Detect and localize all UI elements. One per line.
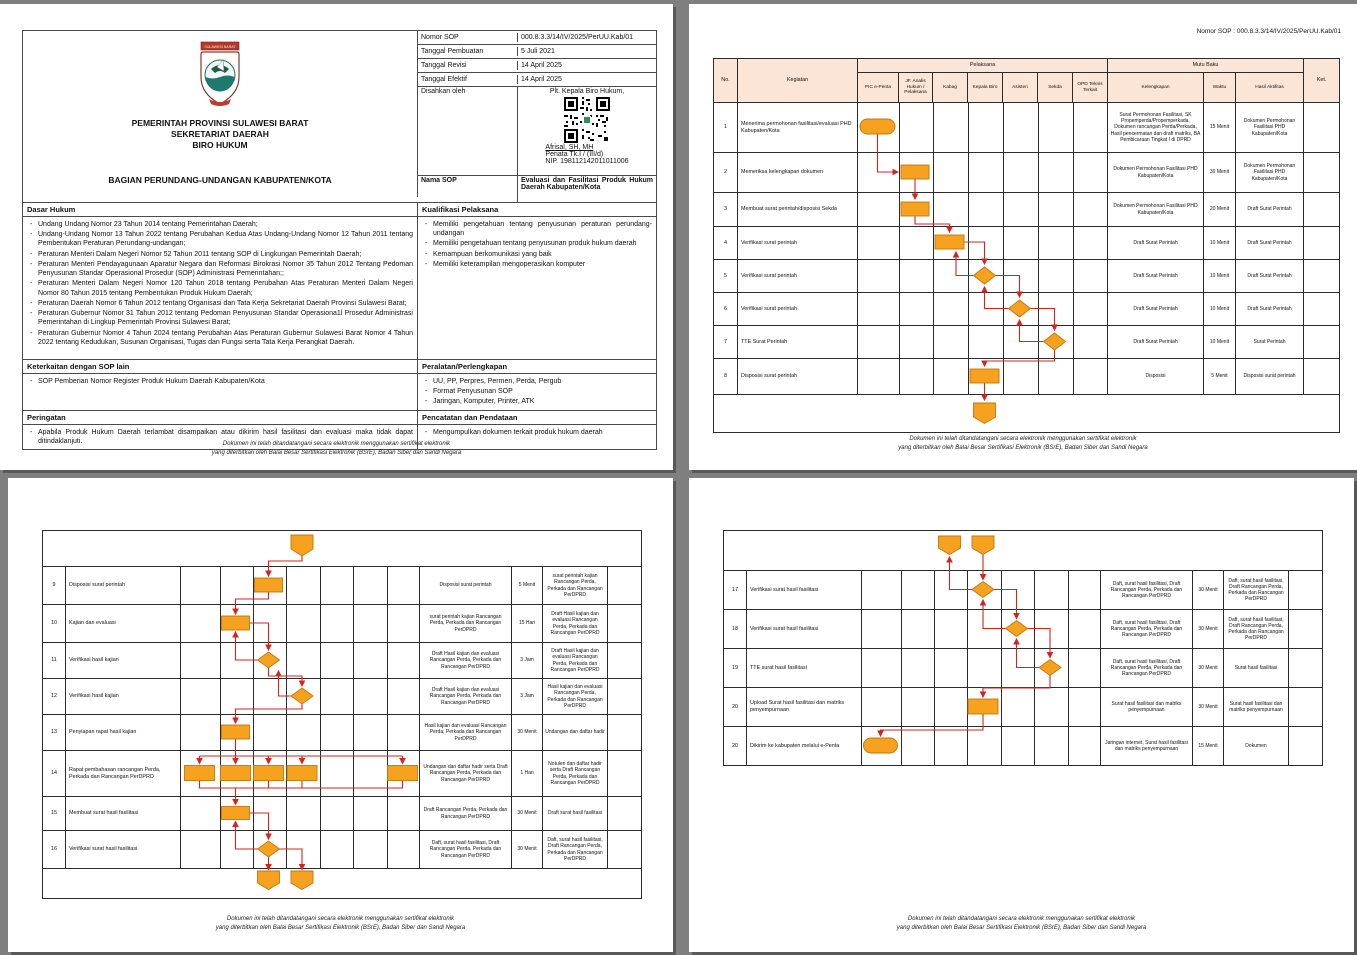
col-kegiatan: Kegiatan [738,59,858,103]
lane-cells [862,571,1101,610]
header-row [714,59,1340,73]
col-executor: Sekda [1038,73,1073,103]
peralatan-title: Peralatan/Perlengkapan [422,362,508,371]
footer-line-2: yang diterbitkan oleh Balai Besar Sertifikasi Elektronik (BSrE), Badan Siber dan Sandi Negara [896,925,1147,932]
esign-footer [0,440,673,459]
sulbar-logo-icon [191,41,249,113]
list-item: - Memiliki keterampilan mengoperasikan komputer [422,260,652,269]
col-kelengkapan: Kelengkapan [1108,73,1204,103]
table-row: 20 Upload Surat hasil fasilitasi dan matriks penyempurnaan Surat hasil fasilitasi dan matriks penyempurnaan 30 Menit Surat hasil fasilitasi dan matriks penyempurnaan [724,688,1323,727]
lane-cells [181,715,420,751]
meta-value: 14 April 2025 [521,76,562,83]
list-item: - Peraturan Gubernur Nomor 31 Tahun 2012 tentang Pedoman Penyusunan Standar Operasiona1l Prosedur Administrasi Pemerintahan di Lingkup Pemerintah Provinsi Sulawesi Barat; [27,309,413,327]
section-title: BAGIAN PERUNDANG-UNDANGAN KABUPATEN/KOTA [108,175,332,186]
list-item: - Format Penyusunan SOP [422,387,652,396]
lane-cells [858,103,1108,153]
table-row: 1 Menerima permohonan fasilitasi/evaluasi PHD Kabupaten/Kota Surat Permohonan Fasilitasi, SK Propemperda/Propemperkada, Dokumen rancangan Perda/Perkada, Hasil pencermatan dan draft matriks, BA Pembicaraan Tingkat I di DPRD 15 Menit Dokumen Permohonan Fasilitasi PHD Kabupaten/Kota [714,103,1340,153]
kualifikasi-title: Kualifikasi Pelaksana [422,205,499,214]
flow-table-rows-1-8 [713,58,1340,433]
connector-row [43,869,642,899]
list-item: - Mengumpulkan dokumen terkait produk hukum daerah [422,428,652,437]
table-row: 19 TTE surat hasil fasilitasi Daft, surat hasil fasilitasi, Draft Rancangan Perda, Perkada dan Rancangan PerDPRD 30 Menit Surat hasil fasilitasi [724,649,1323,688]
footer-line-2: yang diterbitkan oleh Balai Besar Sertifikasi Elektronik (BSrE), Badan Siber dan Sandi Negara [898,445,1148,452]
lane-cells [862,688,1101,727]
table-row: 7 TTE Surat Perintah Draft Surat Perintah 10 Menit Surat Perintah [714,326,1340,359]
col-hasil: Hasil Aktifitas [1236,73,1304,103]
footer-line-1: Dokumen ini telah ditandatangani secara elektronik menggunakan sertifikat elektronik [909,435,1137,442]
table-row: 18 Verifikasi surat hasil fasilitasi Daft, surat hasil fasilitasi, Draft Rancangan Perda, Perkada dan Rancangan PerDPRD 30 Menit Daft, surat hasil fasilitasi, Draft Rancangan Perda, Perkada dan Rancangan PerDPRD [724,610,1323,649]
table-row: 15 Membuat surat hasil fasilitasi Draft Rancangan Perda, Perkada dan Rancangan PerDPRD 30 Menit Draft surat hasil fasilitasi [43,797,642,831]
lane-cells [181,643,420,679]
table-row: 3 Membuat surat perintah/disposisi Sekda Dokumen Permohonan Fasilitasi PHD Kabupaten/Kota 20 Menit Draft Surat Perintah [714,193,1340,227]
col-executor: OPD Teknis Terkait [1073,73,1108,103]
list-item: - Apabila Produk Hukum Daerah terlambat disampaikan atau dikirim hasil fasilitasi dan evaluasi maka tidak dapat ditindaklanjuti. [27,428,413,446]
keterkaitan-list [23,374,418,410]
table-row: 8 Disposisi surat perintah Disposisi 5 Menit Disposisi surat perintah [714,359,1340,395]
signer-nip: NIP. 198112142011011006 [545,158,629,165]
section-headers-2 [23,359,656,373]
list-item: - UU, PP, Perpres, Permen, Perda, Pergub [422,377,652,386]
col-no: No. [714,59,738,103]
nomor-sop-header: Nomor SOP : 000.8.3.3/14/IV/2025/PerUU.Kab/01 [1196,28,1341,35]
flow-table-rows-17-20 [723,530,1323,766]
approval-row [418,87,656,176]
sop-flow-page-3 [689,478,1354,952]
lane-cells [181,831,420,869]
list-item: - Peraturan Daerah Nomor 6 Tahun 2012 tentang Organisasi dan Tata Kerja Sekretariat Daerah Provinsi Sulawesi Barat; [27,299,413,308]
lane-cells [858,260,1108,293]
org-header [23,31,418,197]
list-item: - Memiliki pengetahuan tentang penyusunan produk hukum daerah [422,239,652,248]
table-row: 14 Rapat pembahasan rancangan Perda, Perkada dan Rancangan PerDPRD Undangan dan daftar hadir serta Draft Rancangan Perda, Perkada dan Rancangan PerDPRD 1 Hari Notulen dan daftar hadir serta Draft Rancangan Perda, Perkada dan Rancangan PerDPRD [43,751,642,797]
footer-line-1: Dokumen ini telah ditandatangani secara elektronik menggunakan sertifikat elektronik [226,915,455,922]
col-executor: JF. Analis Hukum / Pelaksana [899,73,933,103]
lane-cells [858,227,1108,260]
org-line-3: BIRO HUKUM [192,140,248,151]
connector-row [714,395,1340,433]
list-item: - Jaringan, Komputer, Printer, ATK [422,397,652,406]
meta-column [418,31,656,202]
lane-cells [858,326,1108,359]
meta-row [418,31,656,45]
list-item: - SOP Pemberian Nomor Register Produk Hukum Daerah Kabupaten/Kota [27,377,413,386]
list-item: - Memiliki pengetahuan tentang penyusunan peraturan perundang-undangan [422,220,652,238]
connector-row [43,531,642,567]
table-row: 9 Disposisi surat perintah Disposisi surat perintah 5 Menit surat perintah kajian Rancangan Perda, Perkada dan Rancangan PerDPRD [43,567,642,605]
sop-flow-page-2 [8,478,673,952]
list-item: - Peraturan Menteri Dalam Negeri Nomor 120 Tahun 2018 tentang Perubahan Atas Peraturan Menteri Dalam Negeri Nomor 80 Tahun 2015 tentang Pembentukan Produk Hukum Daerah; [27,279,413,297]
esign-footer [689,915,1354,934]
section-lists-2 [23,373,656,410]
table-row: 20 Dikirim ke kabupaten melalui e-Penta Jaringan internet, Surat hasil fasilitasi dan matriks penyempurnaan 15 Menit Dokumen [724,727,1323,766]
org-line-1: PEMERINTAH PROVINSI SULAWESI BARAT [131,118,309,128]
meta-label: Tanggal Efektif [418,75,518,84]
col-executor: Asisten [1003,73,1038,103]
esign-footer [689,435,1357,454]
col-ket: Ket. [1304,59,1340,103]
lane-cells [858,153,1108,193]
table-row: 16 Verifikasi surat hasil fasilitasi Daft, surat hasil fasilitasi, Draft Rancangan Perda, Perkada dan Rancangan PerDPRD 30 Menit Daft, surat hasil fasilitasi, Draft Rancangan Perda, Perkada dan Rancangan PerDPRD [43,831,642,869]
qr-code-icon [564,97,610,143]
meta-label: Tanggal Revisi [418,61,518,70]
dasar-hukum-list [23,217,418,359]
dasar-hukum-title: Dasar Hukum [23,203,418,216]
approval-label: Disahkan oleh [418,87,518,175]
nama-sop-label: Nama SOP [418,176,518,202]
org-lines [23,118,417,151]
meta-value: 14 April 2025 [521,62,562,69]
meta-label: Tanggal Pembuatan [418,47,518,56]
section-headers-3 [23,410,656,424]
peralatan-list [418,374,656,410]
meta-value: 5 Juli 2021 [521,48,555,55]
footer-line-1: Dokumen ini telah ditandatangani secara elektronik menggunakan sertifikat elektronik [222,440,451,447]
lane-cells [862,727,1101,766]
meta-row [418,73,656,87]
list-item: - Peraturan Menteri Dalam Negeri Nomor 52 Tahun 2011 tentang SOP di Lingkungan Pemerintah Daerah; [27,250,413,259]
table-row: 11 Verifikasi hasil kajian Draft Hasil kajian dan evaluasi Rancangan Perda, Perkada dan Rancangan PerDPRD 3 Jam Draft Hasil kajian dan evaluasi Rancangan Perda, Perkada dan Rancangan PerDPRD [43,643,642,679]
lane-cells [862,610,1101,649]
table-row: 12 Verifikasi hasil kajian Draft Hasil kajian dan evaluasi Rancangan Perda, Perkada dan Rancangan PerDPRD 3 Jam Hasil kajian dan evaluasi Rancangan Perda, Perkada dan Rancangan PerDPRD [43,679,642,715]
meta-value: 000.8.3.3/14/IV/2025/PerUU.Kab/01 [521,34,634,41]
table-row: 5 Verifikasi surat perintah Draft Surat Perintah 10 Menit Draft Surat Perintah [714,260,1340,293]
lane-cells [181,751,420,797]
signer-name: Afrisal, SH, MH [545,144,594,151]
identity-table [22,30,657,450]
signer-rank: Penata Tk.I / (III/d) [545,151,604,158]
esign-footer [8,915,673,934]
identity-header [23,31,656,202]
list-item: - Peraturan Gubernur Nomor 4 Tahun 2024 tentang Perubahan Atas Peraturan Gubernur Sulawesi Barat Nomor 4 Tahun 2022 tentang Kedudukan, Susunan Organisasi, Tugas dan Fungsi serta Tata Kerja Perangkat Daerah. [27,329,413,347]
nama-sop-row [418,176,656,202]
col-executor: PIC e-Penta [858,73,899,103]
lane-cells [858,293,1108,326]
col-mutu-baku: Mutu Baku [1108,59,1304,73]
sop-flow-page-1 [689,4,1357,470]
list-item: - Kemampuan berkomunikasi yang baik [422,250,652,259]
table-row: 10 Kajian dan evaluasi surat perintah kajian Rancangan Perda, Perkada dan Rancangan PerDPRD 15 Hari Draft Hasil kajian dan evaluasi Rancangan Perda, Perkada dan Rancangan PerDPRD [43,605,642,643]
approver-title: Plt. Kepala Biro Hukum, [549,88,625,95]
sop-identity-page [0,4,673,470]
signature-block [518,87,656,175]
footer-line-1: Dokumen ini telah ditandatangani secara elektronik menggunakan sertifikat elektronik [907,915,1136,922]
kualifikasi-list [418,217,656,359]
meta-label: Nomor SOP [418,33,518,42]
col-executor: Kabag [933,73,968,103]
col-executor: Kepala Biro [968,73,1003,103]
table-row: 4 Verifikasi surat perintah Draft Surat Perintah 10 Menit Draft Surat Perintah [714,227,1340,260]
footer-line-2: yang diterbitkan oleh Balai Besar Sertifikasi Elektronik (BSrE), Badan Siber dan Sandi Negara [215,925,466,932]
keterkaitan-title: Keterkaitan dengan SOP lain [23,360,418,373]
pencatatan-title: Pencatatan dan Pendataan [422,413,518,422]
logo-banner-text: SULAWESI BARAT [204,45,236,49]
col-waktu: Waktu [1204,73,1236,103]
lane-cells [181,567,420,605]
table-row: 13 Penyiapan rapat hasil kajian Hasil kajian dan evaluasi Rancangan Perda, Perkada dan Rancangan PerDPRD 30 Menit Undangan dan daftar hadir [43,715,642,751]
table-row: 17 Verifikasi surat hasil fasilitasi Daft, surat hasil fasilitasi, Draft Rancangan Perda, Perkada dan Rancangan PerDPRD 30 Menit Daft, surat hasil fasilitasi, Draft Rancangan Perda, Perkada dan Rancangan PerDPRD [724,571,1323,610]
footer-line-2: yang diterbitkan oleh Balai Besar Sertifikasi Elektronik (BSrE), Badan Siber dan Sandi Negara [211,450,462,457]
meta-row [418,59,656,73]
connector-row [724,531,1323,571]
lane-cells [181,605,420,643]
lane-cells [181,797,420,831]
peringatan-title: Peringatan [23,411,418,424]
flow-table-rows-9-16 [42,530,642,899]
col-pelaksana: Pelaksana [858,59,1108,73]
section-headers [23,202,656,216]
org-line-2: SEKRETARIAT DAERAH [171,129,269,140]
list-item: - Undang-Undang Nomor 13 Tahun 2022 tentang Perubahan Kedua Atas Undang-Undang Nomor 12 Tahun 2011 tentang Pembentukan Peraturan Perundang-undangan; [27,230,413,248]
lane-cells [181,679,420,715]
meta-row [418,45,656,59]
nama-sop-value: Evaluasi dan Fasilitasi Produk Hukum Daerah Kabupaten/Kota [521,177,653,191]
signer-identity [545,144,628,165]
list-item: - Peraturan Menteri Pendayagunaan Aparatur Negara dan Reformasi Birokrasi Nomor 35 Tahun 2012 Tentang Pedoman Penyusunan Standar Operasional Prosedur (SOP) Administrasi Pemerintahan;; [27,260,413,278]
qr-center-logo-icon [583,116,591,124]
lane-cells [858,193,1108,227]
lane-cells [862,649,1101,688]
list-item: - Undang Undang Nomor 23 Tahun 2014 tentang Pemerintahan Daerah; [27,220,413,229]
table-row: 6 Verifikasi surat perintah Draft Surat Perintah 10 Menit Draft Surat Perintah [714,293,1340,326]
section-lists [23,216,656,359]
lane-cells [858,359,1108,395]
table-row: 2 Memeriksa kelengkapan dokumen Dokumen Permohonan Fasilitasi PHD Kabupaten/Kota 30 Menit Dokumen Permohonan Fasilitasi PHD Kabupaten/Kota [714,153,1340,193]
